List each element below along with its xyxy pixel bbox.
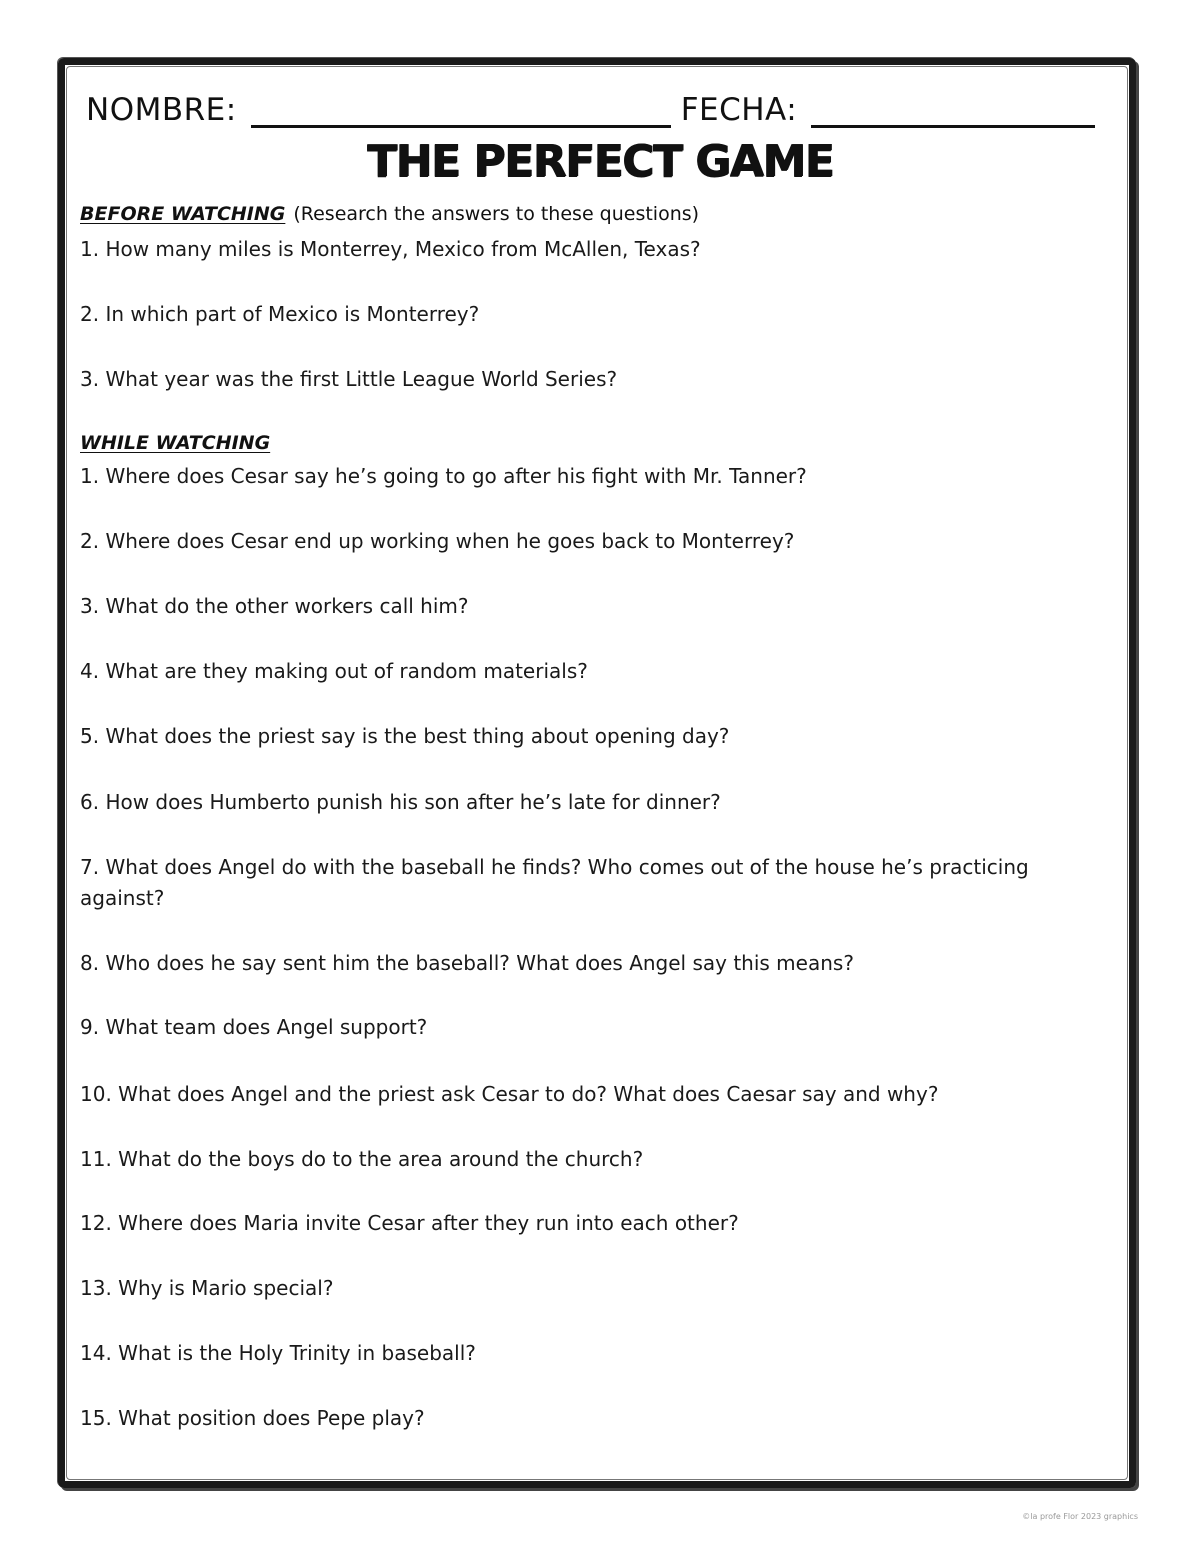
before-question-3: 3. What year was the first Little League World Series? — [80, 367, 618, 391]
while-watching-heading: WHILE WATCHING — [80, 432, 271, 454]
while-question-11: 11. What do the boys do to the area around the church? — [80, 1147, 644, 1171]
while-question-3: 3. What do the other workers call him? — [80, 594, 469, 618]
while-question-7: 7. What does Angel do with the baseball he finds? Who comes out of the house he’s practicing against? — [80, 855, 1029, 910]
while-question-2: 2. Where does Cesar end up working when he goes back to Monterrey? — [80, 529, 795, 553]
before-watching-label: BEFORE WATCHING — [80, 203, 286, 225]
name-label: NOMBRE: — [86, 92, 237, 128]
before-question-2: 2. In which part of Mexico is Monterrey? — [80, 302, 480, 326]
while-question-5: 5. What does the priest say is the best thing about opening day? — [80, 724, 730, 748]
while-question-12: 12. Where does Maria invite Cesar after they run into each other? — [80, 1211, 739, 1235]
name-blank-line[interactable] — [251, 95, 671, 128]
while-question-4: 4. What are they making out of random materials? — [80, 659, 588, 683]
before-watching-note: (Research the answers to these questions) — [293, 203, 700, 225]
before-question-1: 1. How many miles is Monterrey, Mexico from McAllen, Texas? — [80, 237, 701, 261]
while-question-10: 10. What does Angel and the priest ask Cesar to do? What does Caesar say and why? — [80, 1082, 939, 1106]
while-question-14: 14. What is the Holy Trinity in baseball? — [80, 1341, 476, 1365]
page-border-inner — [66, 66, 1128, 1480]
while-question-1: 1. Where does Cesar say he’s going to go after his fight with Mr. Tanner? — [80, 464, 807, 488]
before-watching-heading — [80, 203, 699, 225]
while-question-8: 8. Who does he say sent him the baseball? What does Angel say this means? — [80, 951, 854, 975]
while-question-15: 15. What position does Pepe play? — [80, 1406, 425, 1430]
date-blank-line[interactable] — [811, 95, 1095, 128]
while-question-13: 13. Why is Mario special? — [80, 1276, 334, 1300]
date-label: FECHA: — [680, 92, 798, 128]
worksheet-title: THE PERFECT GAME — [366, 136, 834, 187]
name-date-header — [86, 82, 1106, 128]
while-question-6: 6. How does Humberto punish his son after he’s late for dinner? — [80, 790, 721, 814]
while-question-9: 9. What team does Angel support? — [80, 1015, 428, 1039]
copyright-notice: ©la profe Flor 2023 graphics — [1022, 1512, 1138, 1521]
